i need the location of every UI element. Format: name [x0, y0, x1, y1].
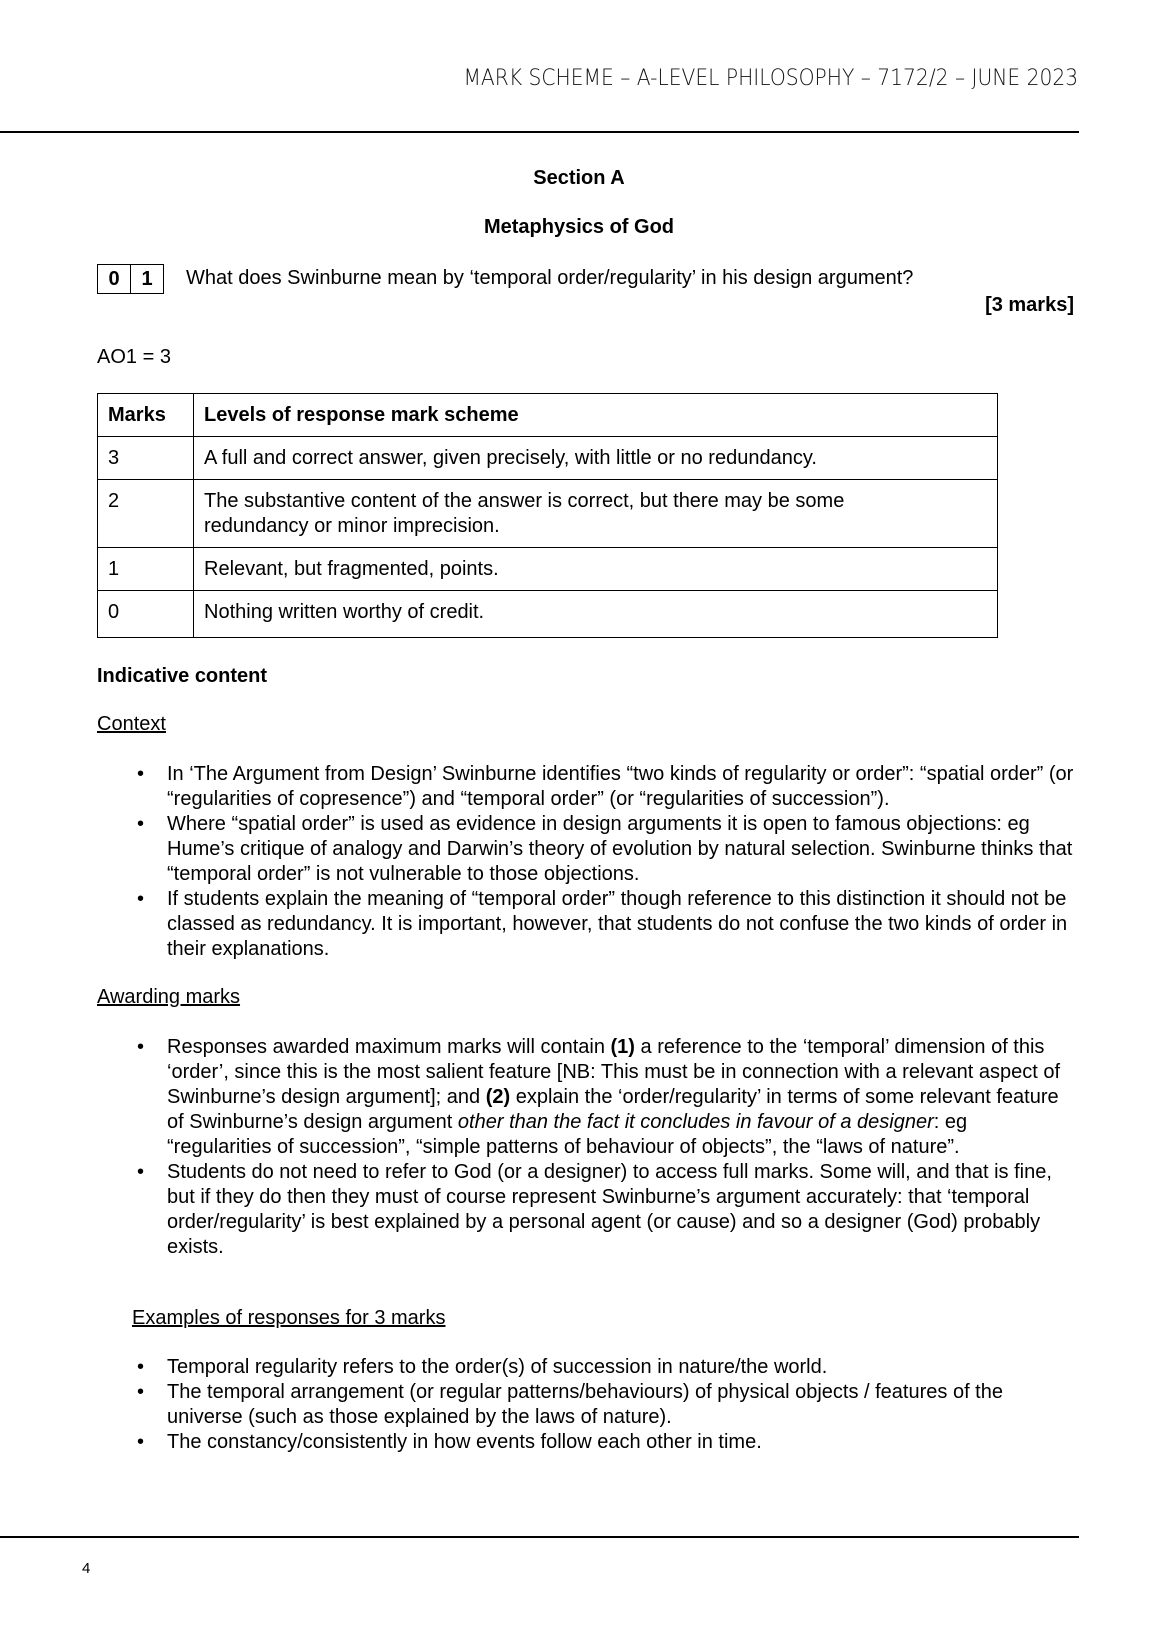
levels-of-response-table: [97, 393, 998, 638]
awarding-marks-heading: Awarding marks: [97, 986, 241, 1008]
section-subtitle: Metaphysics of God: [483, 216, 675, 238]
table-row: [98, 548, 998, 591]
header-divider: [0, 131, 1079, 133]
question-number-digit: 1: [130, 265, 163, 293]
list-item: • Temporal regularity refers to the order(s) of succession in nature/the world.: [167, 1355, 1077, 1380]
context-heading: Context: [97, 713, 166, 735]
list-item: • Responses awarded maximum marks will contain (1) a reference to the ‘temporal’ dimension of this ‘order’, since this is the most salient feature [NB: This must be in connection with a relevant aspect of Swinburne’s design argument]; and (2) explain the ‘order/regularity’ in terms of some relevant feature of Swinburne’s design argument other than the fact it concludes in favour of a designer: eg “regularities of succession”, “simple patterns of behaviour of objects”, the “laws of nature”.: [167, 1035, 1077, 1160]
list-item: • The constancy/consistently in how events follow each other in time.: [167, 1430, 1077, 1455]
table-row: [98, 437, 998, 480]
list-item: • Students do not need to refer to God (or a designer) to access full marks. Some will, and that is fine, but if they do then they must of course represent Swinburne’s argument accurately: that ‘temporal order/regularity’ is best explained by a personal agent (or cause) and so a designer (God) probably exists.: [167, 1160, 1077, 1260]
table-header-row: [98, 394, 998, 437]
table-row: [98, 591, 998, 638]
table-row: [98, 480, 998, 548]
question-number-digit: 0: [108, 268, 120, 290]
mark-cell: 2: [98, 480, 194, 548]
mark-cell: 0: [98, 591, 194, 638]
page-number: 4: [82, 1560, 91, 1577]
question-number-box: [97, 264, 164, 294]
mark-cell: 1: [98, 548, 194, 591]
description-cell: Nothing written worthy of credit.: [194, 591, 998, 638]
column-header-levels: Levels of response mark scheme: [194, 394, 998, 437]
list-item: • The temporal arrangement (or regular patterns/behaviours) of physical objects / features of the universe (such as those explained by the laws of nature).: [167, 1380, 1077, 1430]
description-cell: A full and correct answer, given precisely, with little or no redundancy.: [194, 437, 998, 480]
examples-bullet-list: [167, 1355, 1077, 1455]
column-header-marks: Marks: [98, 394, 194, 437]
document-header-title: MARK SCHEME – A-LEVEL PHILOSOPHY – 7172/2 – JUNE 2023: [463, 66, 1078, 91]
mark-cell: 3: [98, 437, 194, 480]
description-cell: The substantive content of the answer is correct, but there may be some redundancy or minor imprecision.: [194, 480, 998, 548]
context-bullet-list: [167, 762, 1077, 962]
indicative-content-heading: Indicative content: [97, 665, 268, 687]
assessment-objective: AO1 = 3: [97, 346, 171, 368]
list-item: • In ‘The Argument from Design’ Swinburne identifies “two kinds of regularity or order”: “spatial order” (or “regularities of copresence”) and “temporal order” (or “regularities of succession”).: [167, 762, 1077, 812]
list-item: • Where “spatial order” is used as evidence in design arguments it is open to famous objections: eg Hume’s critique of analogy and Darwin’s theory of evolution by natural selection. Swinburne thinks that “temporal order” is not vulnerable to those objections.: [167, 812, 1077, 887]
list-item: • If students explain the meaning of “temporal order” though reference to this distinction it should not be classed as redundancy. It is important, however, that students do not confuse the two kinds of order in their explanations.: [167, 887, 1077, 962]
awarding-bullet-list: [167, 1035, 1077, 1260]
description-cell: Relevant, but fragmented, points.: [194, 548, 998, 591]
question-text: What does Swinburne mean by ‘temporal order/regularity’ in his design argument?: [186, 267, 914, 289]
examples-heading: Examples of responses for 3 marks: [132, 1307, 446, 1329]
question-marks: [3 marks]: [985, 294, 1074, 316]
section-title: Section A: [533, 167, 625, 189]
footer-divider: [0, 1536, 1079, 1538]
